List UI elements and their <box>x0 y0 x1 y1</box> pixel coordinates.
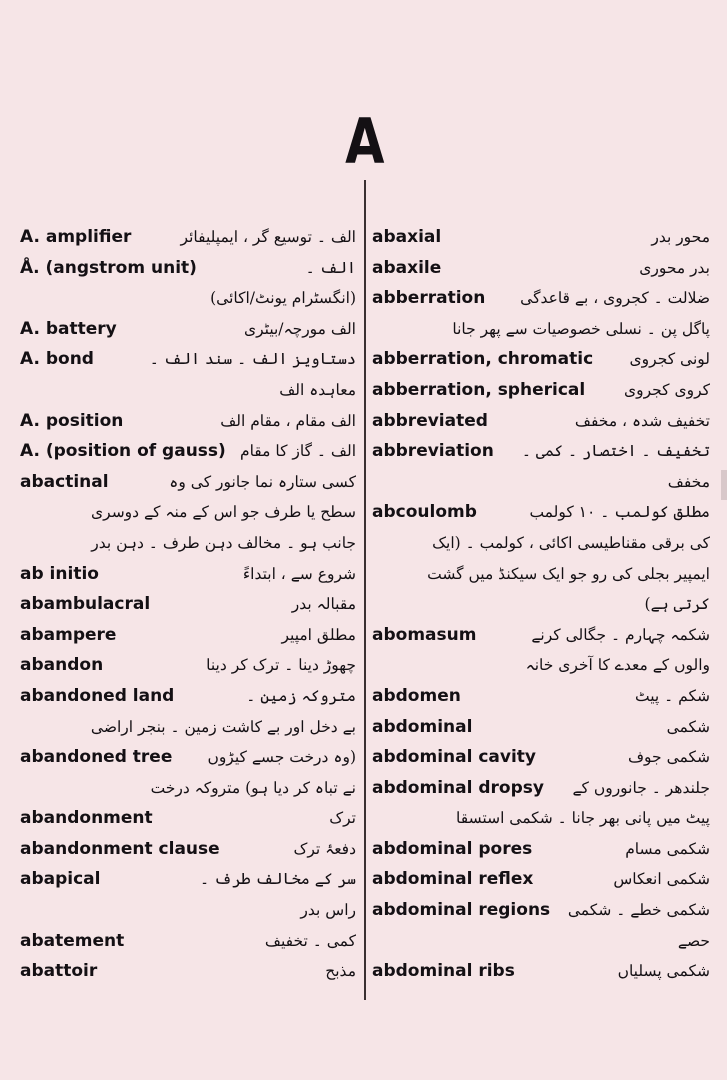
entry-line <box>20 436 356 467</box>
dictionary-entry <box>372 742 710 773</box>
entry-definition: تخفیف ۔ اختصار ۔ کمی ۔ <box>521 442 710 461</box>
dictionary-entry <box>20 742 356 803</box>
entry-continuation-line <box>372 589 710 620</box>
dictionary-entry <box>372 253 710 284</box>
entry-term: abandonment <box>20 808 153 829</box>
entry-term: abaxial <box>372 227 442 247</box>
entry-line <box>372 620 710 651</box>
dictionary-entry <box>20 589 356 620</box>
dictionary-entry <box>372 864 710 895</box>
entry-continuation-line <box>372 803 710 834</box>
entry-line <box>372 773 710 804</box>
entry-term: A. bond <box>20 349 94 370</box>
section-letter: A <box>344 105 383 178</box>
entry-term: A. (position of gauss) <box>20 441 226 462</box>
entry-line <box>372 834 710 865</box>
entry-definition: مطلق امپیر <box>281 625 356 644</box>
dictionary-entry <box>372 834 710 865</box>
entry-term: abandoned land <box>20 685 175 706</box>
entry-definition: مطلق کولمب ۔ ۱۰ کولمب <box>529 503 710 522</box>
dictionary-entry <box>20 314 356 345</box>
entry-definition: الف ۔ <box>305 258 356 277</box>
dictionary-entry <box>20 834 356 865</box>
entry-definition: شکم ۔ پیٹ <box>634 686 710 705</box>
column-divider <box>364 180 366 1000</box>
entry-line <box>372 742 710 773</box>
dictionary-entry <box>372 681 710 712</box>
entry-continuation-line <box>20 773 356 804</box>
entry-definition-continued: پیٹ میں پانی بھر جانا ۔ شکمی استسقا <box>456 809 710 828</box>
entry-definition: الف مقام ، مقام الف <box>220 411 356 430</box>
entry-term: abberration, spherical <box>372 379 586 400</box>
entry-definition-continued: معاہدہ الف <box>279 380 356 399</box>
entry-line <box>20 467 356 498</box>
entry-definition: ضلالت ۔ کجروی ، بے قاعدگی <box>520 289 710 308</box>
entry-term: abberration, chromatic <box>372 349 594 370</box>
entry-definition: سر کے مخالف طرف ۔ <box>200 870 356 889</box>
entry-line <box>20 864 356 895</box>
entry-definition: متروکہ زمین ۔ <box>246 686 356 705</box>
entry-definition-continued: پاگل پن ۔ نسلی خصوصیات سے پھر جانا <box>452 319 710 338</box>
dictionary-entry <box>372 497 710 619</box>
entry-continuation-line <box>20 528 356 559</box>
entry-term: abcoulomb <box>372 502 477 523</box>
left-column <box>20 222 356 987</box>
entry-term: abdomen <box>372 685 461 706</box>
dictionary-entry <box>20 253 356 314</box>
page-edge-mark <box>721 470 727 500</box>
entry-term: abaxile <box>372 257 442 278</box>
entry-term: abactinal <box>20 471 109 492</box>
entry-term: abdominal ribs <box>372 961 515 982</box>
entry-definition: (وہ درخت جسے کیڑوں <box>207 748 356 767</box>
dictionary-entry <box>372 406 710 437</box>
entry-term: abdominal reflex <box>372 869 534 890</box>
dictionary-entry <box>20 222 356 253</box>
entry-term: abdominal pores <box>372 838 533 859</box>
dictionary-entry <box>20 956 356 987</box>
entry-continuation-line <box>20 283 356 314</box>
entry-line <box>372 497 710 528</box>
dictionary-entry <box>20 926 356 957</box>
entry-line <box>20 253 356 284</box>
entry-term: abatement <box>20 930 125 951</box>
entry-definition-continued: راس بدر <box>300 901 356 920</box>
entry-definition-continued: مخفف <box>667 472 710 491</box>
entry-definition-continued: کی برقی مقناطیسی اکائی ، کولمب ۔ (ایک <box>432 533 710 552</box>
entry-definition-continued: نے تباہ کر دیا ہو) متروکہ درخت <box>150 778 356 797</box>
dictionary-entry <box>372 712 710 743</box>
entry-term: A. amplifier <box>20 227 132 247</box>
dictionary-entry <box>372 436 710 497</box>
right-column <box>372 222 710 987</box>
entry-line <box>20 314 356 345</box>
entry-term: abambulacral <box>20 594 151 615</box>
entry-continuation-line <box>20 895 356 926</box>
entry-definition: مقبالہ بدر <box>291 595 356 614</box>
dictionary-entry <box>20 650 356 681</box>
dictionary-entry <box>20 406 356 437</box>
entry-line <box>372 406 710 437</box>
entry-line <box>20 742 356 773</box>
entry-continuation-line <box>20 375 356 406</box>
entry-definition-continued: سطح یا طرف جو اس کے منہ کے دوسری <box>91 503 356 522</box>
entry-definition: کسی ستارہ نما جانور کی وہ <box>169 472 356 491</box>
entry-continuation-line <box>372 926 710 957</box>
dictionary-entry <box>20 803 356 834</box>
entry-term: abattoir <box>20 961 98 982</box>
dictionary-entry <box>20 681 356 742</box>
entry-line <box>20 803 356 834</box>
entry-definition-continued: بے دخل اور بے کاشت زمین ۔ بنجر اراضی <box>90 717 356 736</box>
entry-definition: شکمی پسلیاں <box>617 962 710 981</box>
entry-continuation-line <box>372 650 710 681</box>
dictionary-entry <box>372 895 710 956</box>
entry-term: ab initio <box>20 563 99 584</box>
entry-line <box>372 375 710 406</box>
entry-term: abandoned tree <box>20 747 173 768</box>
dictionary-entry <box>372 773 710 834</box>
entry-line <box>372 436 710 467</box>
entry-term: abberration <box>372 288 486 309</box>
entry-definition: مذبح <box>325 962 356 981</box>
dictionary-entry <box>372 620 710 681</box>
entry-definition: تخفیف شدہ ، مخفف <box>574 411 710 430</box>
entry-definition: دستاویز الف ۔ سند الف ۔ <box>149 350 356 369</box>
entry-term: abampere <box>20 624 117 645</box>
dictionary-entry <box>372 344 710 375</box>
entry-term: abdominal <box>372 716 473 737</box>
page-header <box>0 105 727 178</box>
entry-line <box>20 834 356 865</box>
dictionary-entry <box>20 467 356 559</box>
entry-term: A. position <box>20 410 124 431</box>
entry-line <box>372 681 710 712</box>
entry-definition: شروع سے ، ابتداءً <box>242 564 356 583</box>
entry-definition: ترک <box>329 809 356 828</box>
entry-term: abapical <box>20 869 101 890</box>
entry-term: A. battery <box>20 318 117 339</box>
entry-term: abdominal regions <box>372 900 551 921</box>
entry-definition: شکمی مسام <box>625 839 710 858</box>
dictionary-entry <box>20 436 356 467</box>
entry-line <box>20 620 356 651</box>
dictionary-entry <box>372 375 710 406</box>
entry-definition: جلندھر ۔ جانوروں کے <box>572 778 710 797</box>
entry-term: abdominal cavity <box>372 747 537 768</box>
entry-line <box>20 589 356 620</box>
entry-term: abbreviation <box>372 441 494 462</box>
dictionary-entry <box>372 956 710 987</box>
entry-term: abandonment clause <box>20 838 220 859</box>
entry-definition: الف ۔ توسیع گر ، ایمپلیفائر <box>180 228 356 246</box>
entry-line <box>20 222 356 253</box>
dictionary-entry <box>20 344 356 405</box>
entry-definition: چھوڑ دینا ۔ ترک کر دینا <box>206 656 356 675</box>
entry-definition-continued: جانب ہو ۔ مخالف دہن طرف ۔ دہن بدر <box>91 533 356 552</box>
entry-line <box>20 406 356 437</box>
entry-line <box>372 283 710 314</box>
dictionary-entry <box>372 283 710 344</box>
entry-definition: کمی ۔ تخفیف <box>264 931 356 950</box>
entry-term: Å. (angstrom unit) <box>20 257 197 278</box>
entry-line <box>20 956 356 987</box>
entry-line <box>372 895 710 926</box>
entry-line <box>372 222 710 253</box>
entry-line <box>20 926 356 957</box>
entry-term: abandon <box>20 655 104 676</box>
dictionary-entry <box>20 559 356 590</box>
entry-definition: شکمی <box>666 717 710 736</box>
entry-definition: الف مورچہ/بیٹری <box>243 319 356 338</box>
entry-line <box>20 559 356 590</box>
entry-line <box>20 681 356 712</box>
entry-definition: بدر محوری <box>639 258 710 277</box>
entry-line <box>372 344 710 375</box>
entry-definition-continued: ایمپیر بجلی کی رو جو ایک سیکنڈ میں گشت <box>427 564 710 583</box>
entry-definition: شکمی خطے ۔ شکمی <box>567 901 710 920</box>
entry-line <box>20 650 356 681</box>
entry-definition-continued: والوں کے معدے کا آخری خانہ <box>525 656 710 675</box>
entry-continuation-line <box>372 314 710 345</box>
entry-term: abbreviated <box>372 410 488 431</box>
entry-continuation-line <box>372 467 710 498</box>
entry-definition-continued: کرتی ہے) <box>644 595 710 614</box>
entry-continuation-line <box>372 559 710 590</box>
entry-definition: شکمی جوف <box>627 748 710 767</box>
dictionary-entry <box>372 222 710 253</box>
entry-line <box>372 956 710 987</box>
entry-definition: محور بدر <box>651 228 710 246</box>
entry-line <box>20 344 356 375</box>
entry-definition: لونی کجروی <box>629 350 710 369</box>
entry-definition-continued: حصے <box>677 931 710 950</box>
entry-term: abomasum <box>372 624 477 645</box>
entry-term: abdominal dropsy <box>372 777 544 798</box>
dictionary-entry <box>20 620 356 651</box>
entry-continuation-line <box>20 712 356 743</box>
entry-line <box>372 712 710 743</box>
entry-definition: شکمہ چہارم ۔ جگالی کرنے <box>531 625 710 644</box>
entry-definition-continued: (انگسٹرام یونٹ/اکائی) <box>210 289 356 308</box>
dictionary-entry <box>20 864 356 925</box>
entry-continuation-line <box>372 528 710 559</box>
entry-line <box>372 864 710 895</box>
entry-definition: دفعۂ ترک <box>293 839 356 858</box>
entry-continuation-line <box>20 497 356 528</box>
entry-line <box>372 253 710 284</box>
entry-definition: الف ۔ گاز کا مقام <box>239 442 356 461</box>
entry-definition: کروی کجروی <box>623 380 710 399</box>
entry-definition: شکمی انعکاس <box>613 870 710 889</box>
